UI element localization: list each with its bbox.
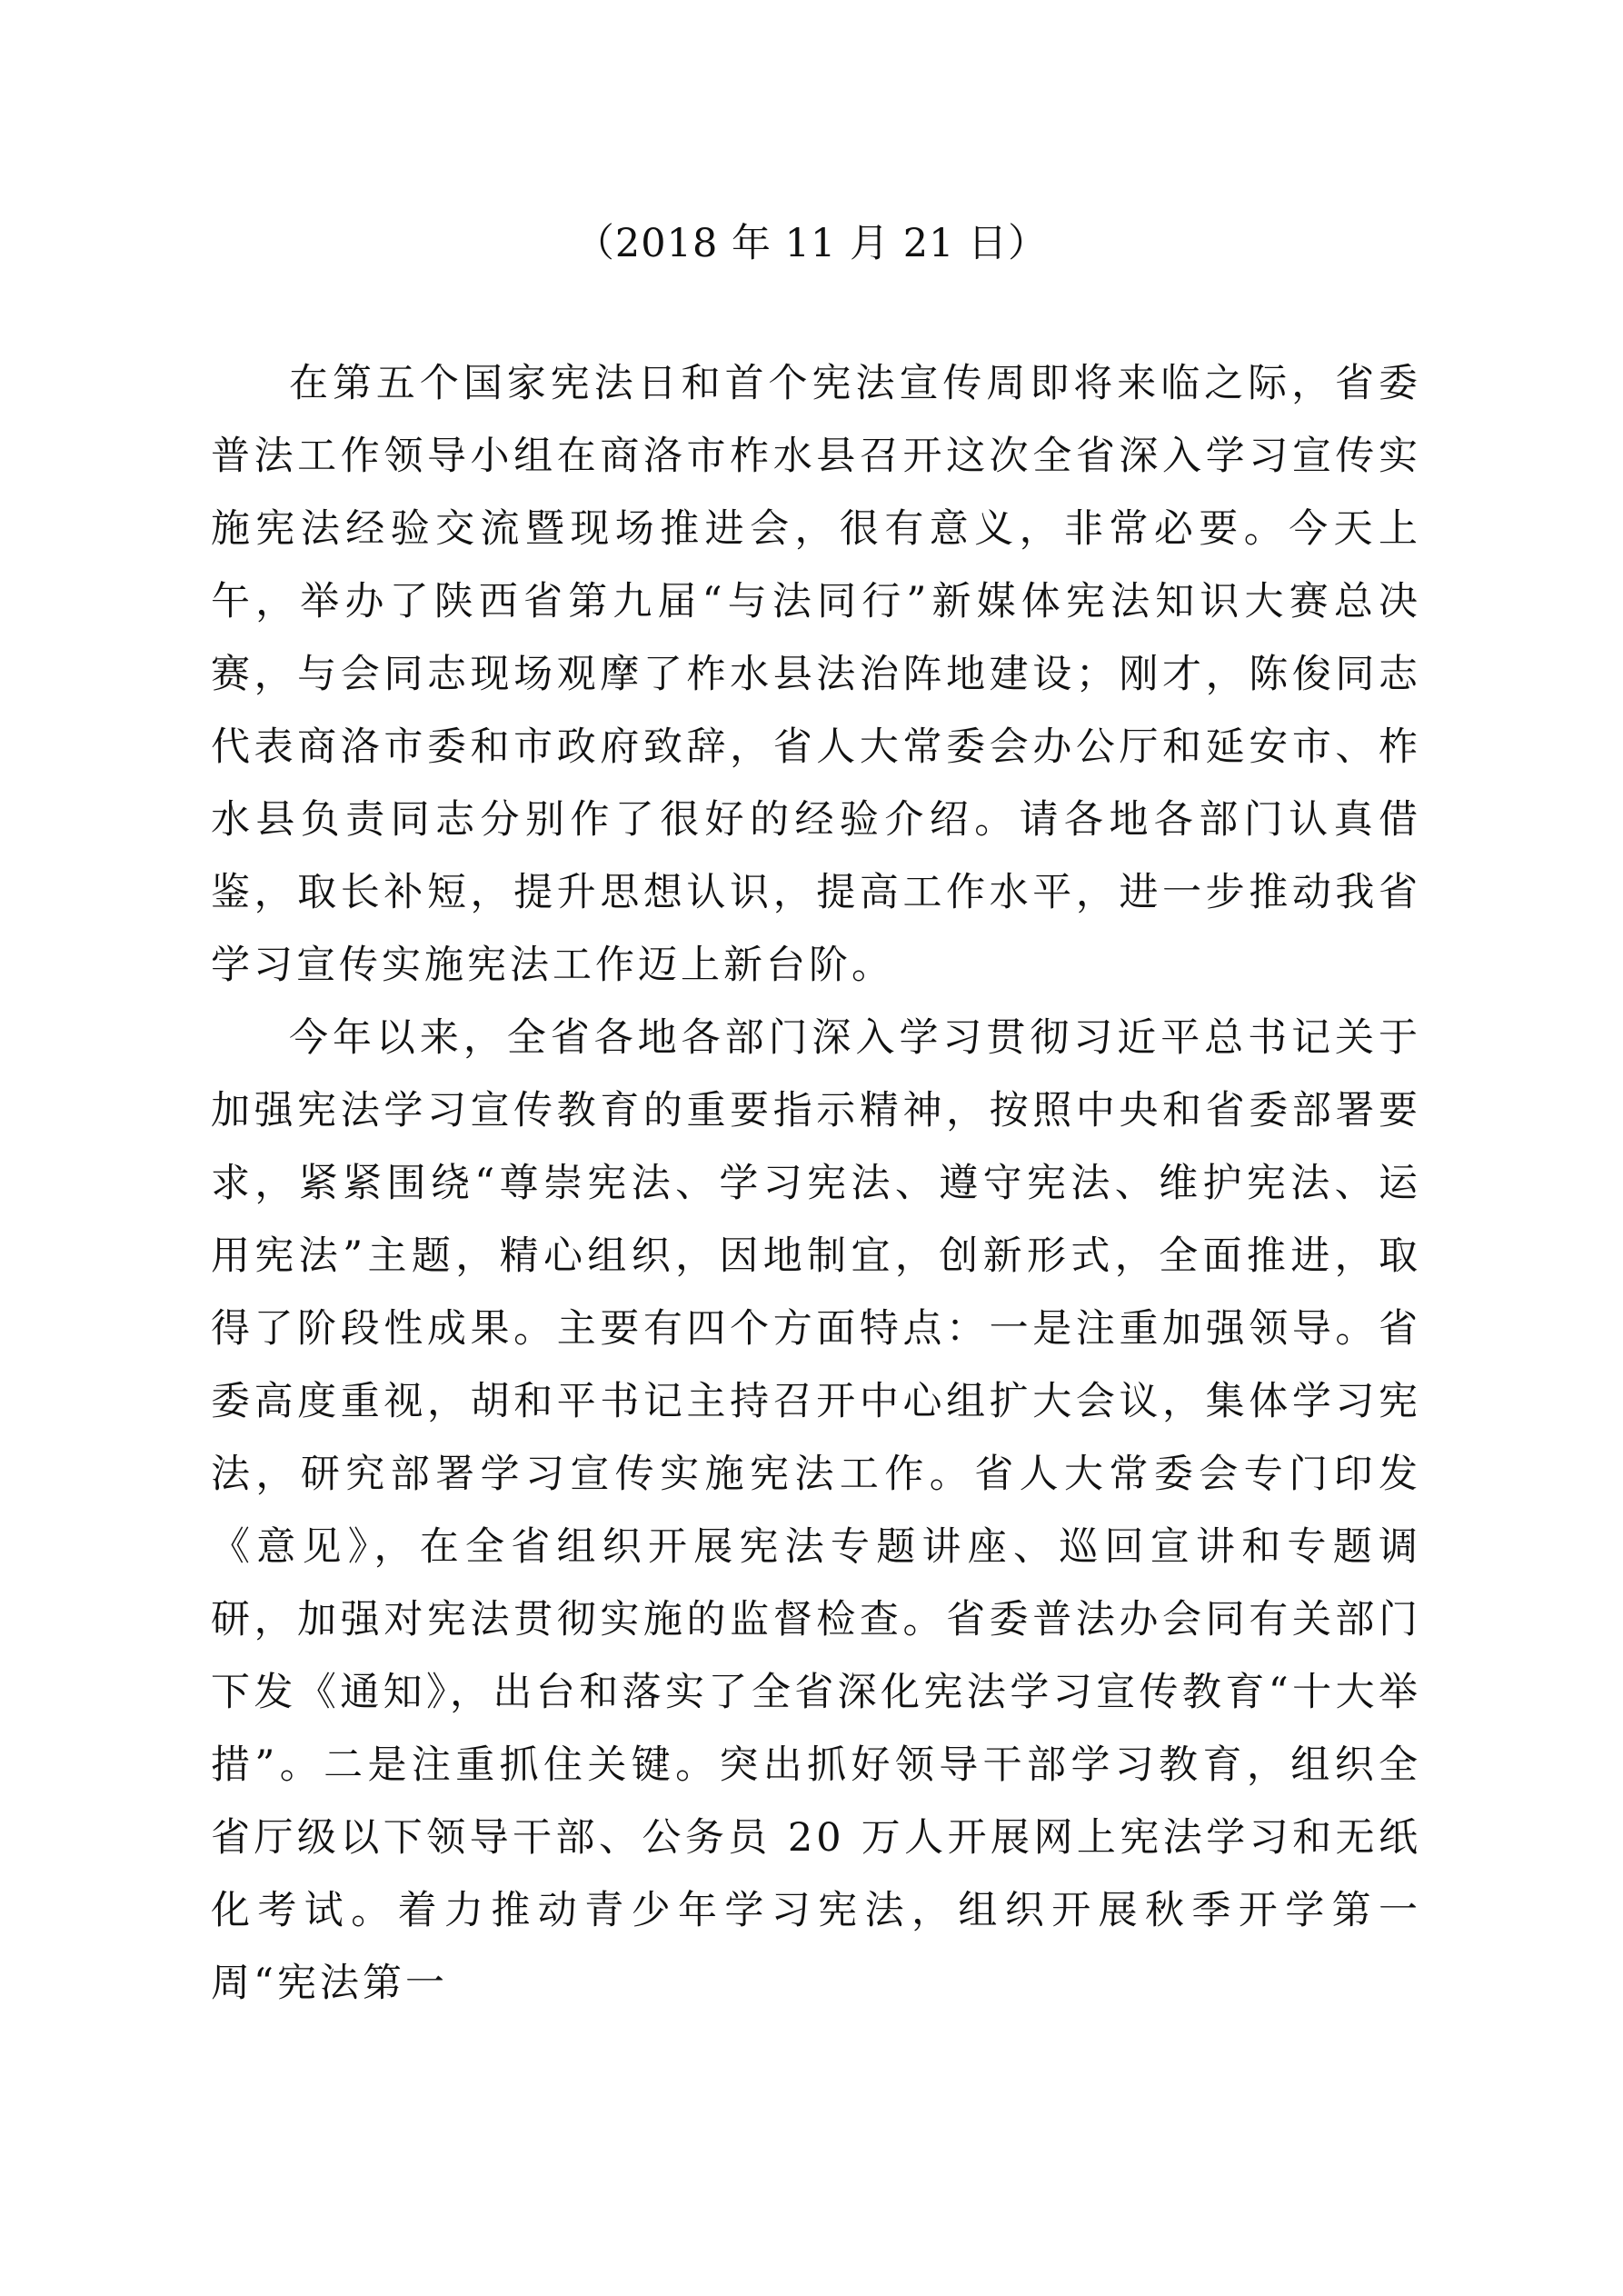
paragraph-2: 今年以来，全省各地各部门深入学习贯彻习近平总书记关于加强宪法学习宣传教育的重要指示精神，按照中央和省委部署要求，紧紧围绕“尊崇宪法、学习宪法、遵守宪法、维护宪法、运用宪法”主题，精心组织，因地制宜，创新形式，全面推进，取得了阶段性成果。主要有四个方面特点：一是注重加强领导。省委高度重视，胡和平书记主持召开中心组扩大会议，集体学习宪法，研究部署学习宣传实施宪法工作。省人大常委会专门印发《意见》，在全省组织开展宪法专题讲座、巡回宣讲和专题调研，加强对宪法贯彻实施的监督检查。省委普法办会同有关部门下发《通知》，出台和落实了全省深化宪法学习宣传教育“十大举措”。二是注重抓住关键。突出抓好领导干部学习教育，组织全省厅级以下领导干部、公务员 20 万人开展网上宪法学习和无纸化考试。着力推动青少年学习宪法，组织开展秋季开学第一周“宪法第一: [211, 1015, 1421, 2006]
paragraph-1: 在第五个国家宪法日和首个宪法宣传周即将来临之际，省委普法工作领导小组在商洛市柞水县召开这次全省深入学习宣传实施宪法经验交流暨现场推进会，很有意义，非常必要。今天上午，举办了陕西省第九届“与法同行”新媒体宪法知识大赛总决赛，与会同志现场观摩了柞水县法治阵地建设；刚才，陈俊同志代表商洛市委和市政府致辞，省人大常委会办公厅和延安市、柞水县负责同志分别作了很好的经验介绍。请各地各部门认真借鉴，取长补短，提升思想认识，提高工作水平，进一步推动我省学习宣传实施宪法工作迈上新台阶。: [211, 361, 1421, 988]
document-date: （2018 年 11 月 21 日）: [574, 221, 1049, 266]
document-body: [211, 347, 1421, 2020]
